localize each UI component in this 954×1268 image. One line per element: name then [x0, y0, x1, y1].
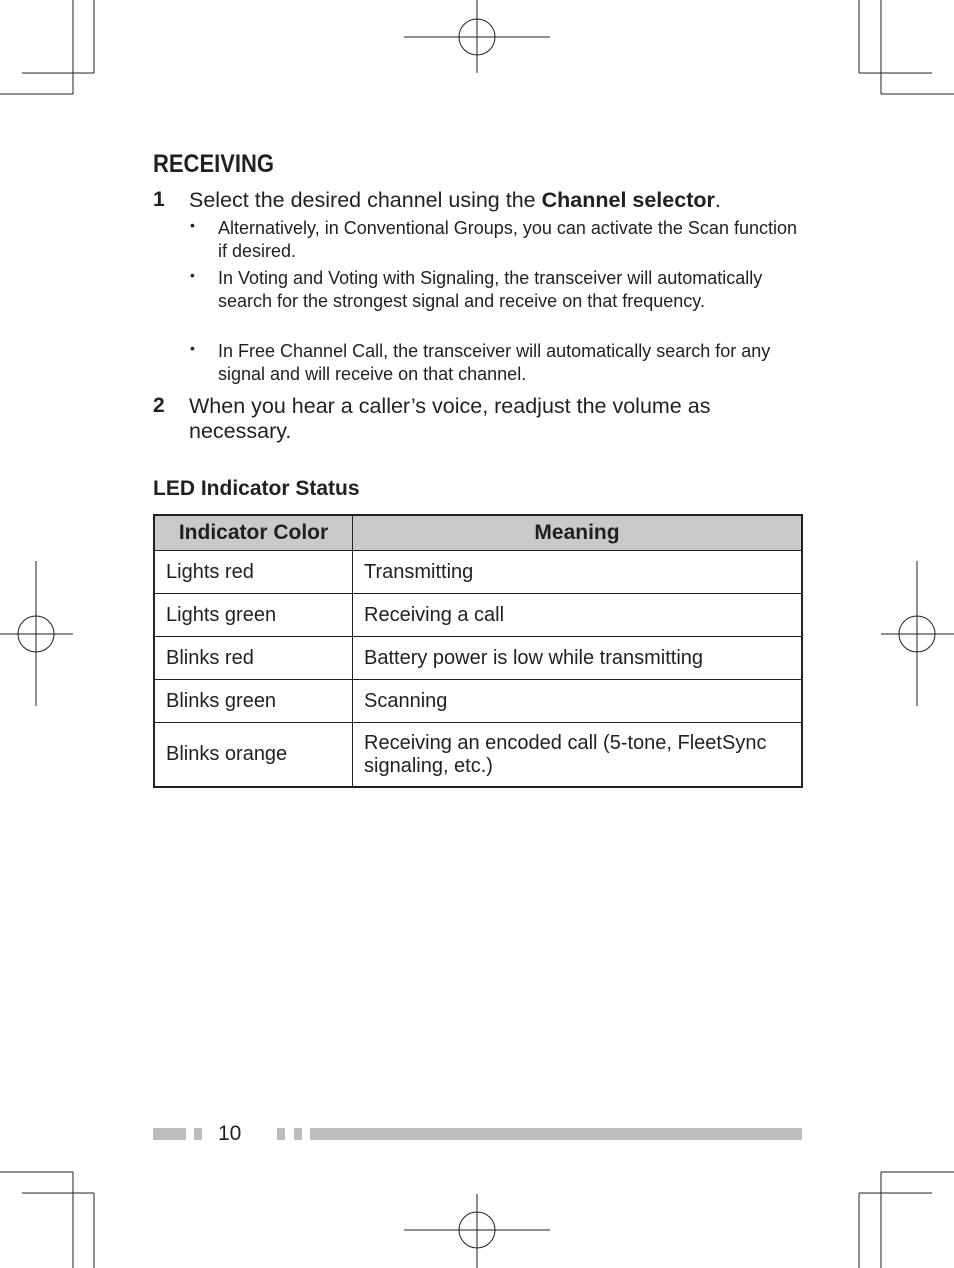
table-header-row	[154, 515, 802, 551]
bullet-text: Alternatively, in Conventional Groups, you can activate the Scan function if desired.	[218, 218, 797, 261]
step-text	[189, 188, 809, 213]
led-indicator-table	[153, 514, 803, 788]
bullet-dot-icon: •	[190, 267, 195, 283]
bullet-dot-icon: •	[190, 340, 195, 356]
indicator-color-cell: Blinks orange	[154, 723, 353, 788]
step-text: When you hear a caller’s voice, readjust the volume as necessary.	[189, 394, 711, 443]
indicator-color-cell: Blinks red	[154, 637, 353, 680]
bullet-text: In Free Channel Call, the transceiver will automatically search for any signal and will receive on that channel.	[218, 341, 771, 384]
footer-bar	[294, 1128, 302, 1140]
footer-bar	[310, 1128, 802, 1140]
indicator-color-cell: Blinks green	[154, 680, 353, 723]
step-number: 2	[153, 394, 165, 417]
led-table-title: LED Indicator Status	[153, 477, 360, 500]
footer-bar	[194, 1128, 202, 1140]
table-row	[154, 680, 802, 723]
meaning-cell: Receiving a call	[353, 594, 803, 637]
footer-bars	[0, 1120, 954, 1150]
section-title: RECEIVING	[153, 150, 275, 178]
registration-mark-left	[0, 561, 73, 706]
table-row	[154, 723, 802, 788]
indicator-color-cell: Lights green	[154, 594, 353, 637]
table-row	[154, 594, 802, 637]
table-row	[154, 551, 802, 594]
indicator-color-cell: Lights red	[154, 551, 353, 594]
channel-selector-label: Channel selector	[541, 188, 715, 212]
registration-mark-top	[404, 0, 550, 73]
bullet-text: In Voting and Voting with Signaling, the transceiver will automatically search for the strongest signal and receive on that frequency.	[218, 268, 763, 311]
registration-mark-bottom	[404, 1194, 550, 1268]
footer-bar	[153, 1128, 186, 1140]
column-header-indicator-color: Indicator Color	[154, 515, 353, 551]
column-header-meaning: Meaning	[353, 515, 803, 551]
registration-mark-right	[881, 561, 954, 706]
page-number: 10	[218, 1122, 242, 1145]
table-row	[154, 637, 802, 680]
meaning-cell: Transmitting	[353, 551, 803, 594]
step-text-part: Select the desired channel using the	[189, 188, 542, 212]
meaning-cell: Battery power is low while transmitting	[353, 637, 803, 680]
step-number: 1	[153, 188, 165, 211]
step-text-part: .	[714, 188, 721, 212]
meaning-cell: Scanning	[353, 680, 803, 723]
meaning-cell: Receiving an encoded call (5-tone, FleetSync signaling, etc.)	[353, 723, 803, 788]
footer-bar	[277, 1128, 285, 1140]
bullet-dot-icon: •	[190, 217, 195, 233]
